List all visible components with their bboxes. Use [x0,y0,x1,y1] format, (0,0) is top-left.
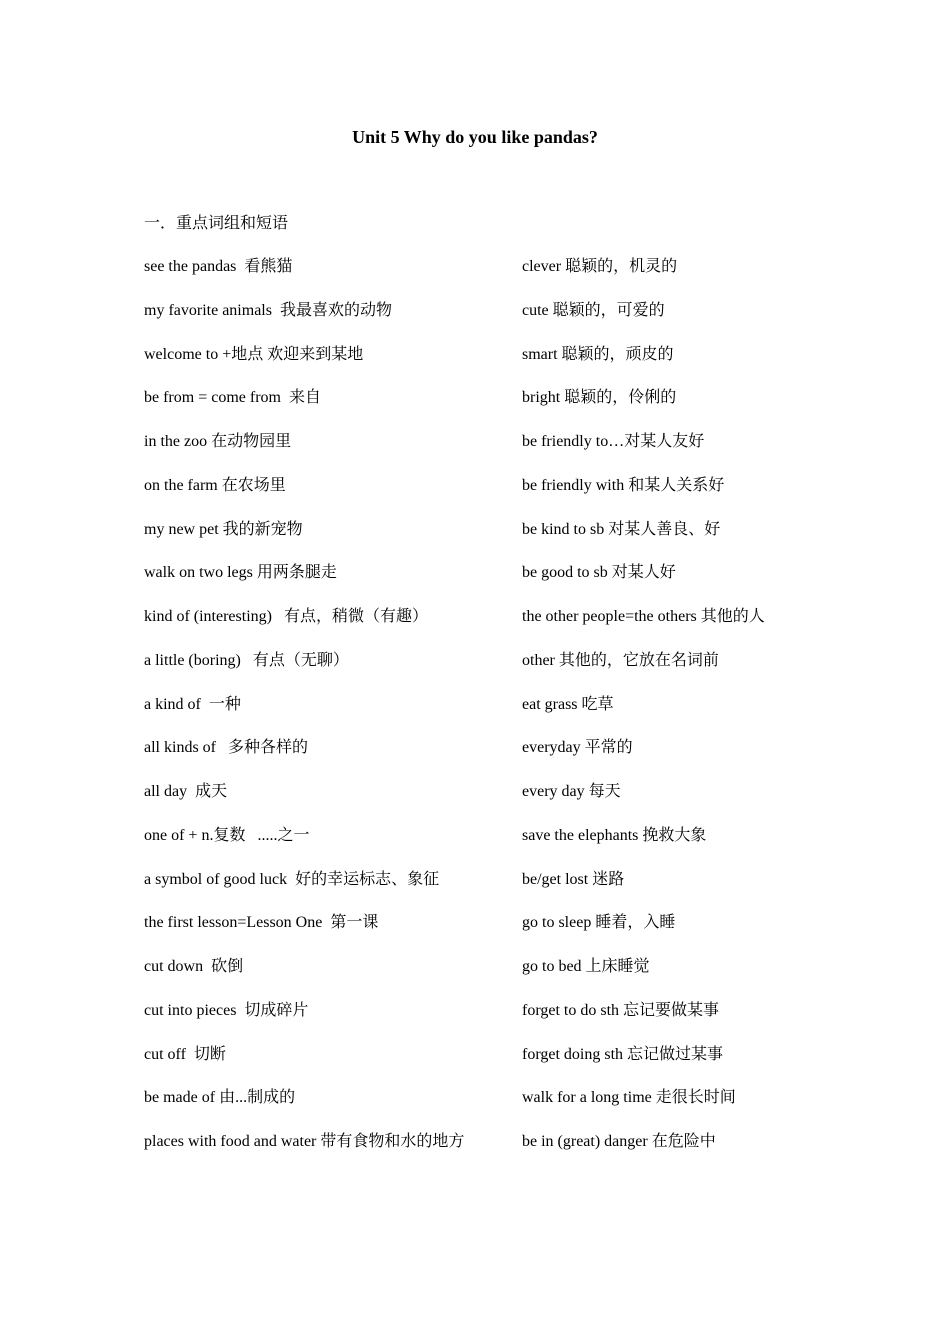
phrase-right: the other people=the others 其他的人 [522,608,765,625]
phrase-left: places with food and water 带有食物和水的地方 [144,1133,465,1150]
phrase-left: cut down 砍倒 [144,958,244,975]
phrase-right: go to sleep 睡着，入睡 [522,914,676,932]
phrase-right: go to bed 上床睡觉 [522,958,650,975]
phrase-row [144,518,824,562]
phrase-row [144,999,824,1043]
phrase-left: a kind of 一种 [144,695,241,713]
phrase-left: in the zoo 在动物园里 [144,433,292,450]
phrase-right: clever 聪颖的，机灵的 [522,258,678,275]
phrase-left: one of + n.复数 .....之一 [144,826,310,844]
phrase-row [144,343,824,387]
phrase-left: the first lesson=Lesson One 第一课 [144,914,379,932]
phrase-right: walk for a long time 走很长时间 [522,1089,736,1107]
phrase-left: all kinds of 多种各样的 [144,739,308,757]
phrase-left: cut into pieces 切成碎片 [144,1001,309,1019]
phrase-right: be kind to sb 对某人善良、好 [522,520,721,538]
phrase-row [144,868,824,912]
phrase-row [144,299,824,343]
page-title: Unit 5 Why do you like pandas? [352,127,598,147]
phrase-left: be from = come from 来自 [144,389,321,407]
phrase-right: smart 聪颖的，顽皮的 [522,345,674,363]
phrase-row [144,649,824,693]
phrase-left: kind of (interesting) 有点，稍微（有趣） [144,608,428,625]
phrase-right: everyday 平常的 [522,739,633,757]
phrase-left: a little (boring) 有点（无聊） [144,651,349,669]
phrase-row [144,474,824,518]
section-heading: 一．重点词组和短语 [144,215,289,232]
phrase-right: bright 聪颖的，伶俐的 [522,389,677,407]
phrase-right: be in (great) danger 在危险中 [522,1133,716,1150]
phrase-row [144,824,824,868]
phrase-row [144,386,824,430]
phrase-row [144,955,824,999]
phrase-left: my favorite animals 我最喜欢的动物 [144,301,392,319]
phrase-left: my new pet 我的新宠物 [144,520,303,538]
phrase-row [144,430,824,474]
phrase-left: walk on two legs 用两条腿走 [144,564,337,582]
phrase-row [144,561,824,605]
phrase-right: forget doing sth 忘记做过某事 [522,1045,724,1063]
phrase-row [144,1086,824,1130]
phrase-right: eat grass 吃草 [522,695,614,713]
phrase-list [144,255,824,1174]
phrase-row [144,911,824,955]
phrase-row [144,736,824,780]
phrase-row [144,255,824,299]
phrase-right: be/get lost 迷路 [522,870,625,888]
phrase-right: cute 聪颖的，可爱的 [522,301,665,319]
phrase-right: every day 每天 [522,783,621,800]
phrase-left: a symbol of good luck 好的幸运标志、象征 [144,870,440,888]
phrase-row [144,693,824,737]
phrase-right: forget to do sth 忘记要做某事 [522,1001,720,1019]
phrase-row [144,605,824,649]
phrase-left: cut off 切断 [144,1045,226,1063]
phrase-row [144,780,824,824]
phrase-left: on the farm 在农场里 [144,476,286,494]
phrase-right: be good to sb 对某人好 [522,564,676,582]
phrase-left: be made of 由...制成的 [144,1089,296,1107]
phrase-right: be friendly to…对某人友好 [522,433,705,450]
phrase-row [144,1130,824,1174]
phrase-right: save the elephants 挽救大象 [522,826,707,844]
phrase-left: welcome to +地点 欢迎来到某地 [144,345,364,363]
phrase-right: be friendly with 和某人关系好 [522,476,725,494]
phrase-row [144,1043,824,1087]
phrase-left: all day 成天 [144,783,228,800]
phrase-left: see the pandas 看熊猫 [144,258,293,275]
phrase-right: other 其他的，它放在名词前 [522,651,719,669]
